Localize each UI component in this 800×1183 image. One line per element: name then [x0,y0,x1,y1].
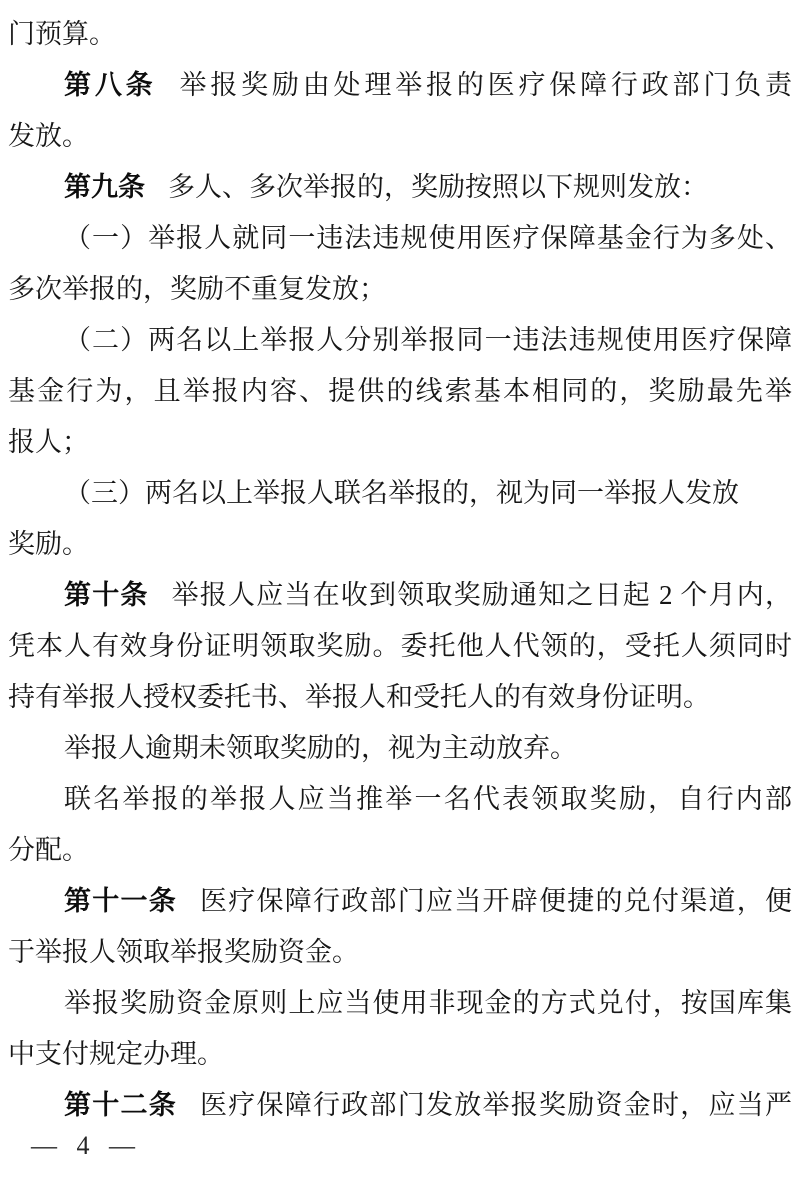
line-text: 举报人应当在收到领取奖励通知之日起 2 个月内， [171,580,793,610]
item-3-line [8,468,792,519]
article-9-heading-line [8,162,792,213]
text-line [8,621,792,672]
text-line [8,9,792,60]
line-text: （三）两名以上举报人联名举报的，视为同一举报人发放 [64,478,739,508]
line-text: 门预算。 [8,19,116,49]
line-text: （一）举报人就同一违法违规使用医疗保障基金行为多处、 [64,223,792,253]
text-line [8,927,792,978]
article-number: 第八条 [64,70,157,100]
text-line [8,723,792,774]
text-line [8,417,792,468]
line-text: 举报人逾期未领取奖励的，视为主动放弃。 [64,733,577,763]
line-text: 凭本人有效身份证明领取奖励。委托他人代领的，受托人须同时 [8,631,792,661]
line-text: 于举报人领取举报奖励资金。 [8,937,359,967]
line-text: 发放。 [8,121,89,151]
text-line [8,366,792,417]
text-line [8,519,792,570]
article-11-heading-line [8,876,792,927]
line-text: 举报奖励由处理举报的医疗保障行政部门负责 [179,70,793,100]
line-text: 基金行为，且举报内容、提供的线索基本相同的，奖励最先举 [8,376,792,406]
line-text: （二）两名以上举报人分别举报同一违法违规使用医疗保障 [64,325,792,355]
line-text: 医疗保障行政部门应当开辟便捷的兑付渠道，便 [200,886,792,916]
item-2-line [8,315,792,366]
text-line [8,264,792,315]
article-number: 第十二条 [64,1090,177,1120]
article-12-heading-line [8,1080,792,1131]
line-text: 多人、多次举报的，奖励按照以下规则发放： [168,172,708,202]
line-text: 奖励。 [8,529,89,559]
page-number-footer: — 4 — [31,1131,136,1160]
line-text: 举报奖励资金原则上应当使用非现金的方式兑付，按国库集 [64,988,792,1018]
text-line [8,111,792,162]
line-text: 中支付规定办理。 [8,1039,224,1069]
text-line [8,1029,792,1080]
line-text: 分配。 [8,835,89,865]
item-1-line [8,213,792,264]
line-text: 多次举报的，奖励不重复发放； [8,274,386,304]
article-10-heading-line [8,570,792,621]
line-text: 医疗保障行政部门发放举报奖励资金时，应当严 [200,1090,792,1120]
line-text: 持有举报人授权委托书、举报人和受托人的有效身份证明。 [8,682,710,712]
article-number: 第九条 [64,172,145,202]
line-text: 联名举报的举报人应当推举一名代表领取奖励，自行内部 [64,784,792,814]
article-number: 第十条 [64,580,149,610]
line-text: 报人； [8,427,89,457]
text-line [8,774,792,825]
article-number: 第十一条 [64,886,177,916]
text-line [8,978,792,1029]
text-line [8,672,792,723]
text-line [8,825,792,876]
article-8-heading-line [8,60,792,111]
